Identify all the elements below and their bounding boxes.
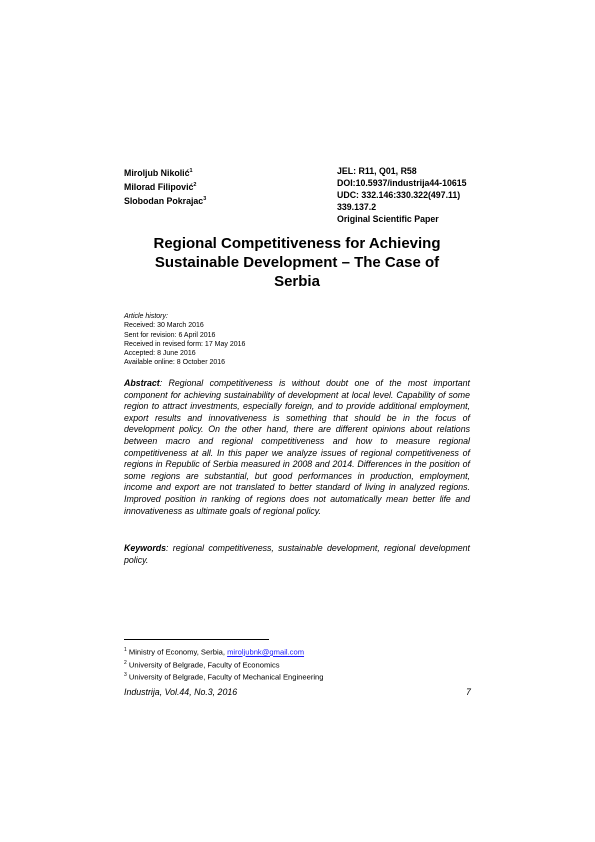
footnote-divider — [124, 639, 269, 640]
paper-metadata — [337, 165, 467, 225]
jel-codes: JEL: R11, Q01, R58 — [337, 166, 417, 176]
doi: DOI:10.5937/industrija44-10615 — [337, 178, 467, 188]
author-1: Miroljub Nikolić$^1$ — [124, 167, 193, 178]
history-sent-for-revision: Sent for revision: 6 April 2016 — [124, 331, 216, 339]
abstract-label: Abstract — [124, 378, 160, 388]
author-2: Milorad Filipović$^2$ — [124, 181, 197, 192]
history-received-revised: Received in revised form: 17 May 2016 — [124, 340, 246, 348]
author-3: Slobodan Pokrajac$^3$ — [124, 195, 207, 206]
footnotes — [124, 645, 324, 683]
history-available-online: Available online: 8 October 2016 — [124, 359, 226, 367]
abstract — [124, 378, 470, 517]
article-history — [124, 312, 245, 368]
paper-type: Original Scientific Paper — [337, 214, 439, 224]
history-header: Article history: — [124, 313, 168, 320]
page-number: 7 — [466, 687, 471, 697]
email-link[interactable]: miroljubnk@gmail.com — [227, 647, 305, 657]
udc-line-2: 339.137.2 — [337, 202, 377, 212]
footnote-1: $^1$ Ministry of Economy, Serbia, miroljubnk@gmail.com — [124, 647, 305, 657]
footnote-2: $^2$ University of Belgrade, Faculty of Economics — [124, 659, 280, 670]
history-accepted: Accepted: 8 June 2016 — [124, 350, 196, 358]
journal-footer: Industrija, Vol.44, No.3, 2016 — [124, 687, 238, 697]
abstract-text: : Regional competitiveness is without doubt one of the most important component for achieving sustainability of development at local level. Capability of some region to attract investments, especially foreign, and to provide additional employment, export results and innovativeness is something that should be in the focus of development policy. On the other hand, there are different opinions about relations between macro and regional competitiveness and how to measure regional competitiveness at all. In this paper we analyze issues of regional competitiveness of regions in Republic of Serbia measured in 2008 and 2014. Differences in the position of some regions are substantial, but good performances in production, employment, income and export are not translated to better standard of living in analyzed regions. Improved position in ranking of regions does not automatically mean better life and innovativeness as ultimate goals of regional policy. — [124, 378, 470, 516]
keywords — [124, 543, 470, 566]
keywords-label: Keywords — [124, 543, 167, 553]
keywords-text: : regional competitiveness, sustainable development, regional development policy. — [124, 543, 470, 565]
paper-title: Regional Competitiveness for Achieving Sustainable Development – The Case of Serbia — [153, 235, 441, 290]
udc-line-1: UDC: 332.146:330.322(497.11) — [337, 190, 461, 200]
footnote-3: $^3$ University of Belgrade, Faculty of Mechanical Engineering — [124, 672, 324, 682]
history-received: Received: 30 March 2016 — [124, 322, 204, 330]
author-list — [124, 165, 206, 207]
